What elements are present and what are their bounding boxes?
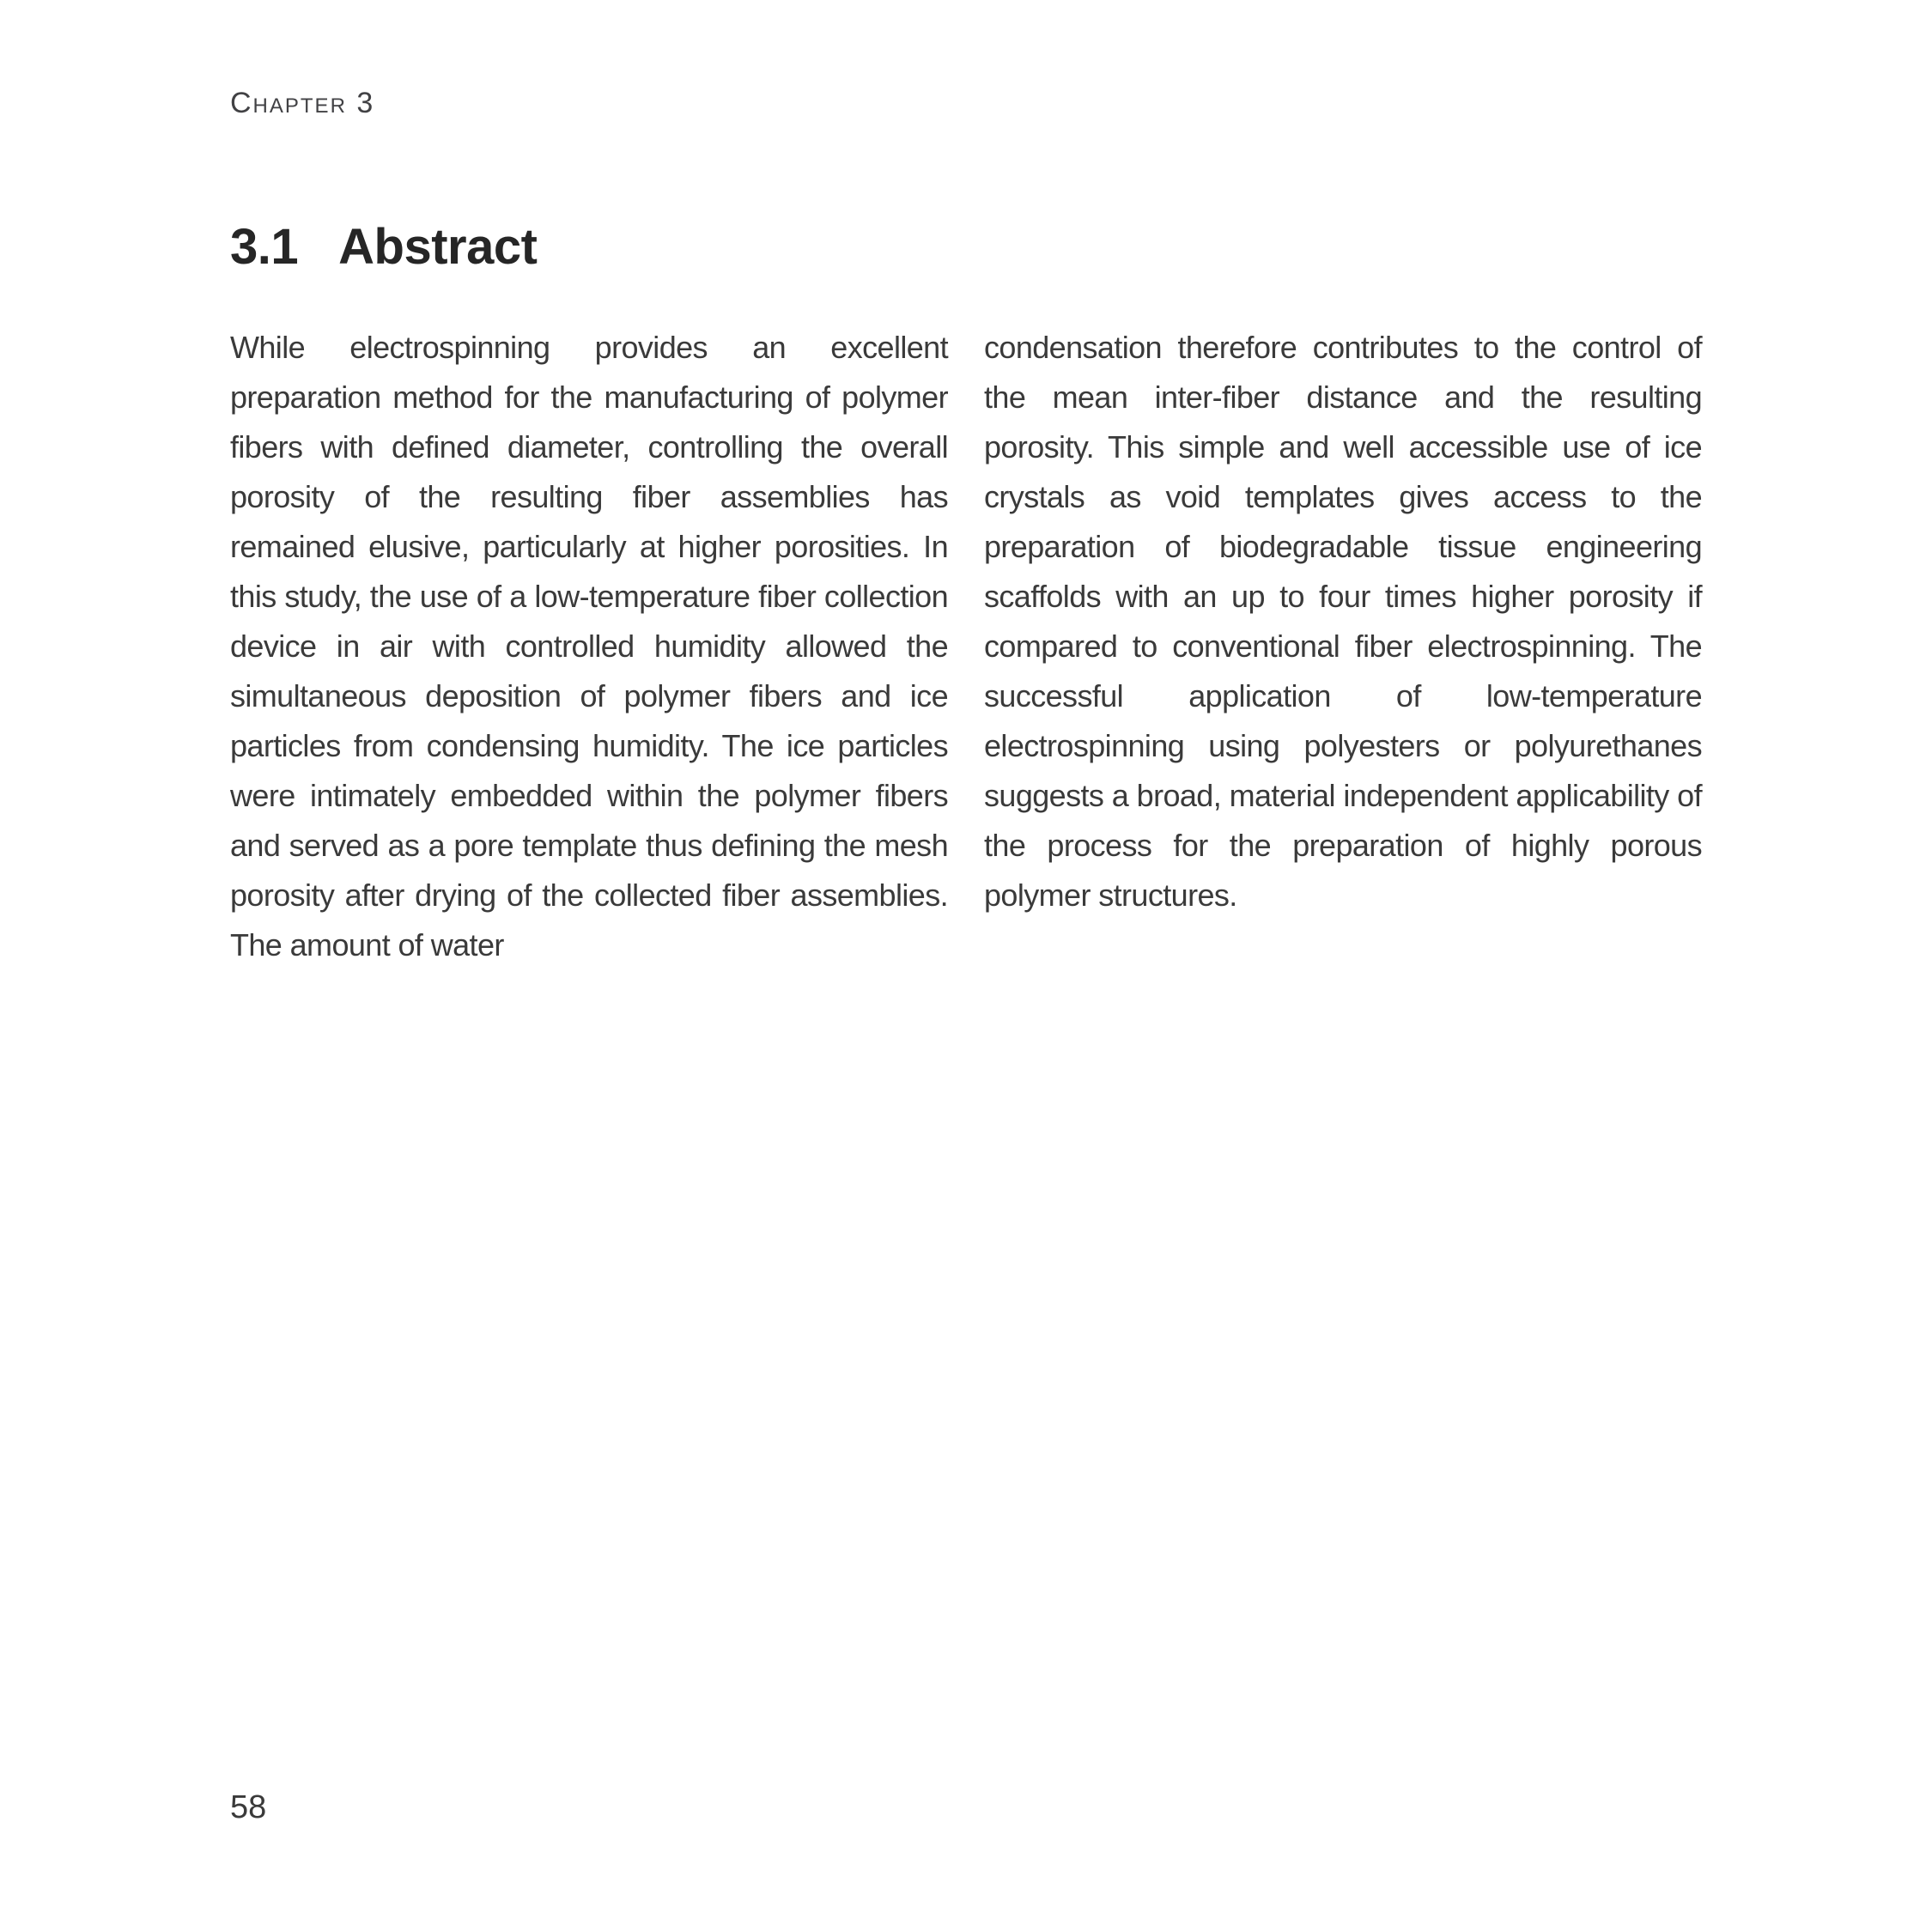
page-number: 58	[230, 1789, 267, 1825]
abstract-column-left: While electrospinning provides an excellent preparation method for the manufacturing of polymer fibers with defined diameter, controlling the overall porosity of the resulting fiber assemblies has remained elusive, particularly at higher porosities. In this study, the use of a low-temperature fiber collection device in air with controlled humidity allowed the simultaneous deposition of polymer fibers and ice particles from condensing humidity. The ice particles were intimately embedded within the polymer fibers and served as a pore template thus defining the mesh porosity after drying of the collected fiber assemblies. The amount of water	[230, 330, 948, 962]
running-header: Chapter 3	[230, 87, 375, 119]
abstract-column-right: condensation therefore contributes to the control of the mean inter-fiber distance and the resulting porosity. This simple and well accessible use of ice crystals as void templates gives access to the preparation of biodegradable tissue engineering scaffolds with an up to four times higher porosity if compared to conventional fiber electrospinning. The successful application of low-temperature electrospinning using polyesters or polyurethanes suggests a broad, material independent applicability of the process for the preparation of highly porous polymer structures.	[984, 330, 1702, 913]
section-title: Abstract	[338, 219, 538, 275]
section-number: 3.1	[230, 219, 299, 275]
abstract-columns	[230, 323, 1702, 970]
section-heading	[230, 219, 538, 275]
